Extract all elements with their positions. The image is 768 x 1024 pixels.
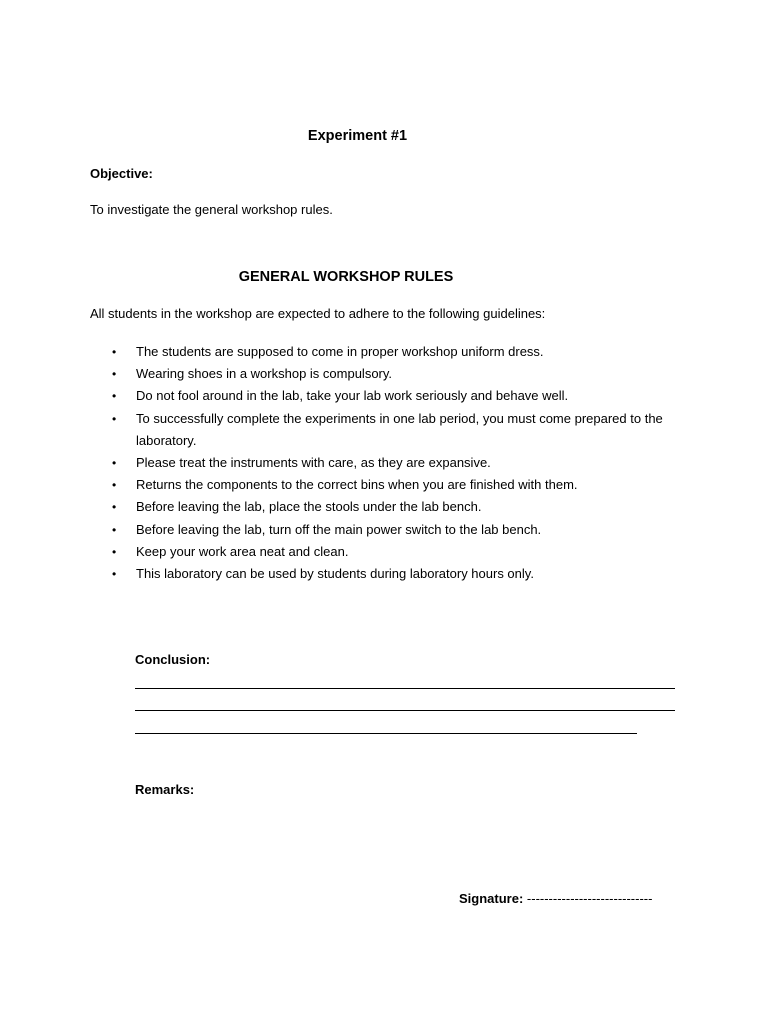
bullet-icon: • [112, 367, 117, 382]
rule-text: Before leaving the lab, turn off the main power switch to the lab bench. [136, 521, 542, 537]
conclusion-answer-line [135, 688, 675, 689]
list-item [112, 385, 692, 407]
rule-text: Returns the components to the correct bins when you are finished with them. [136, 477, 578, 493]
signature-block [459, 891, 652, 906]
bullet-icon: • [112, 411, 117, 426]
rule-text: Before leaving the lab, place the stools under the lab bench. [136, 499, 482, 515]
rules-heading: GENERAL WORKSHOP RULES [238, 269, 454, 285]
rule-text: To successfully complete the experiments in one lab period, you must come prepared to the laboratory. [136, 410, 663, 448]
signature-line: ----------------------------- [523, 891, 653, 906]
objective-label: Objective: [90, 166, 153, 181]
rule-text: The students are supposed to come in proper workshop uniform dress. [136, 344, 544, 359]
list-item [112, 541, 692, 563]
rule-text: Wearing shoes in a workshop is compulsory. [136, 366, 393, 382]
list-item [112, 474, 692, 496]
list-item [112, 496, 692, 518]
rule-text: Please treat the instruments with care, as they are expansive. [136, 455, 491, 471]
list-item [112, 563, 692, 585]
list-item [112, 341, 692, 363]
conclusion-answer-line [135, 733, 637, 734]
conclusion-label: Conclusion: [135, 652, 211, 667]
rule-text: Do not fool around in the lab, take your lab work seriously and behave well. [136, 388, 569, 404]
bullet-icon: • [112, 345, 117, 359]
list-item [112, 363, 692, 385]
rules-list [112, 341, 692, 585]
objective-text: To investigate the general workshop rules. [90, 202, 333, 217]
list-item [112, 408, 692, 452]
conclusion-answer-line [135, 710, 675, 711]
bullet-icon: • [112, 389, 117, 404]
list-item [112, 452, 692, 474]
rule-text: This laboratory can be used by students during laboratory hours only. [136, 566, 534, 582]
bullet-icon: • [112, 478, 117, 493]
bullet-icon: • [112, 456, 117, 471]
bullet-icon: • [112, 522, 117, 537]
remarks-label: Remarks: [135, 782, 195, 797]
list-item [112, 519, 692, 541]
bullet-icon: • [112, 500, 117, 515]
signature-label: Signature: [459, 891, 524, 906]
rules-intro: All students in the workshop are expected to adhere to the following guidelines: [90, 306, 546, 321]
page-title: Experiment #1 [307, 128, 408, 144]
rule-text: Keep your work area neat and clean. [136, 543, 349, 559]
bullet-icon: • [112, 544, 117, 559]
bullet-icon: • [112, 567, 117, 582]
